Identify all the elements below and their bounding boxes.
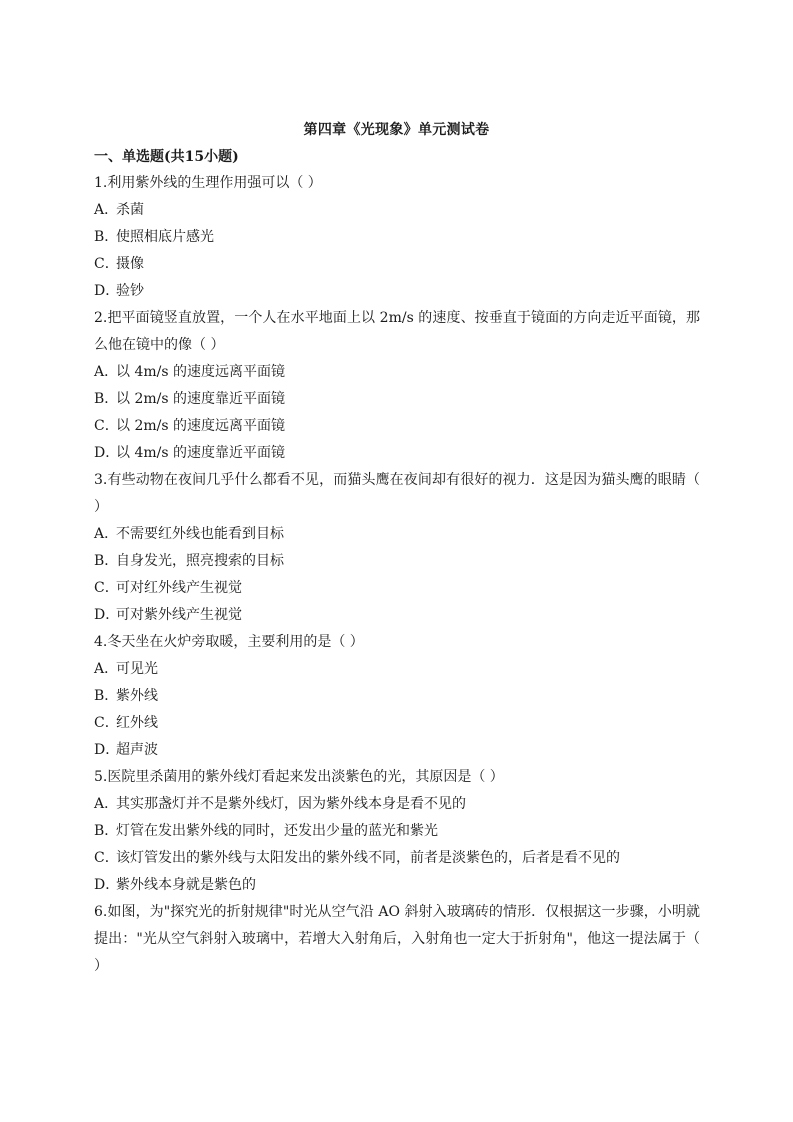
option-text: 该灯管发出的紫外线与太阳发出的紫外线不同，前者是淡紫色的，后者是看不见的 <box>116 850 620 866</box>
question-stem: 3.有些动物在夜间几乎什么都看不见，而猫头鹰在夜间却有很好的视力．这是因为猫头鹰的眼睛（ ） <box>94 472 700 515</box>
option-label: C． <box>94 715 119 731</box>
option-label: D． <box>94 877 120 893</box>
question-item <box>94 629 700 764</box>
option-a <box>94 359 700 386</box>
question-stem: 2.把平面镜竖直放置，一个人在水平地面上以 2m/s 的速度、按垂直于镜面的方向走近平面镜，那么他在镜中的像（ ） <box>94 310 700 353</box>
option-a <box>94 197 700 224</box>
option-label: D． <box>94 445 120 461</box>
option-label: D． <box>94 742 120 758</box>
option-a <box>94 791 700 818</box>
option-label: A． <box>94 364 119 380</box>
option-text: 不需要红外线也能看到目标 <box>116 526 284 542</box>
option-text: 自身发光，照亮搜索的目标 <box>116 553 284 569</box>
option-text: 灯管在发出紫外线的同时，还发出少量的蓝光和紫光 <box>116 823 438 839</box>
question-item <box>94 305 700 467</box>
option-c <box>94 845 700 872</box>
option-b <box>94 683 700 710</box>
option-text: 可见光 <box>116 661 158 677</box>
option-text: 杀菌 <box>116 202 144 218</box>
option-b <box>94 548 700 575</box>
option-c <box>94 251 700 278</box>
option-b <box>94 818 700 845</box>
option-text: 红外线 <box>116 715 158 731</box>
option-label: C． <box>94 418 119 434</box>
option-label: D． <box>94 283 120 299</box>
option-text: 使照相底片感光 <box>116 229 214 245</box>
question-item <box>94 467 700 629</box>
option-label: B． <box>94 229 119 245</box>
option-d <box>94 602 700 629</box>
section-heading: 一、单选题(共15小题) <box>94 149 239 165</box>
option-b <box>94 386 700 413</box>
option-label: C． <box>94 580 119 596</box>
option-text: 紫外线 <box>116 688 158 704</box>
question-stem: 6.如图，为"探究光的折射规律"时光从空气沿 AO 斜射入玻璃砖的情形．仅根据这一步骤，小明就提出："光从空气斜射入玻璃中，若增大入射角后，入射角也一定大于折射角"，他这一提法属于（ ） <box>94 904 700 974</box>
question-stem: 5.医院里杀菌用的紫外线灯看起来发出淡紫色的光，其原因是（ ） <box>94 769 504 785</box>
option-text: 以 4m/s 的速度靠近平面镜 <box>116 445 285 461</box>
option-label: A． <box>94 796 119 812</box>
option-label: C． <box>94 850 119 866</box>
option-text: 可对红外线产生视觉 <box>116 580 242 596</box>
option-text: 紫外线本身就是紫色的 <box>116 877 256 893</box>
option-text: 以 2m/s 的速度靠近平面镜 <box>116 391 285 407</box>
option-label: B． <box>94 391 119 407</box>
option-d <box>94 278 700 305</box>
option-text: 其实那盏灯并不是紫外线灯，因为紫外线本身是看不见的 <box>116 796 466 812</box>
option-d <box>94 872 700 899</box>
option-a <box>94 521 700 548</box>
question-list <box>94 170 700 980</box>
option-label: A． <box>94 661 119 677</box>
question-item <box>94 170 700 305</box>
option-text: 验钞 <box>116 283 144 299</box>
option-c <box>94 710 700 737</box>
option-text: 以 4m/s 的速度远离平面镜 <box>116 364 285 380</box>
page-title: 第四章《光现象》单元测试卷 <box>303 122 490 138</box>
option-text: 可对紫外线产生视觉 <box>116 607 242 623</box>
option-label: A． <box>94 526 119 542</box>
option-label: C． <box>94 256 119 272</box>
question-stem: 4.冬天坐在火炉旁取暖，主要利用的是（ ） <box>94 634 364 650</box>
option-label: B． <box>94 823 119 839</box>
question-item <box>94 899 700 980</box>
option-text: 超声波 <box>116 742 158 758</box>
option-c <box>94 575 700 602</box>
option-b <box>94 224 700 251</box>
option-label: A． <box>94 202 119 218</box>
option-label: B． <box>94 553 119 569</box>
option-text: 摄像 <box>116 256 144 272</box>
question-item <box>94 764 700 899</box>
option-a <box>94 656 700 683</box>
option-label: D． <box>94 607 120 623</box>
option-label: B． <box>94 688 119 704</box>
option-c <box>94 413 700 440</box>
question-stem: 1.利用紫外线的生理作用强可以（ ） <box>94 175 322 191</box>
option-text: 以 2m/s 的速度远离平面镜 <box>116 418 285 434</box>
option-d <box>94 737 700 764</box>
option-d <box>94 440 700 467</box>
